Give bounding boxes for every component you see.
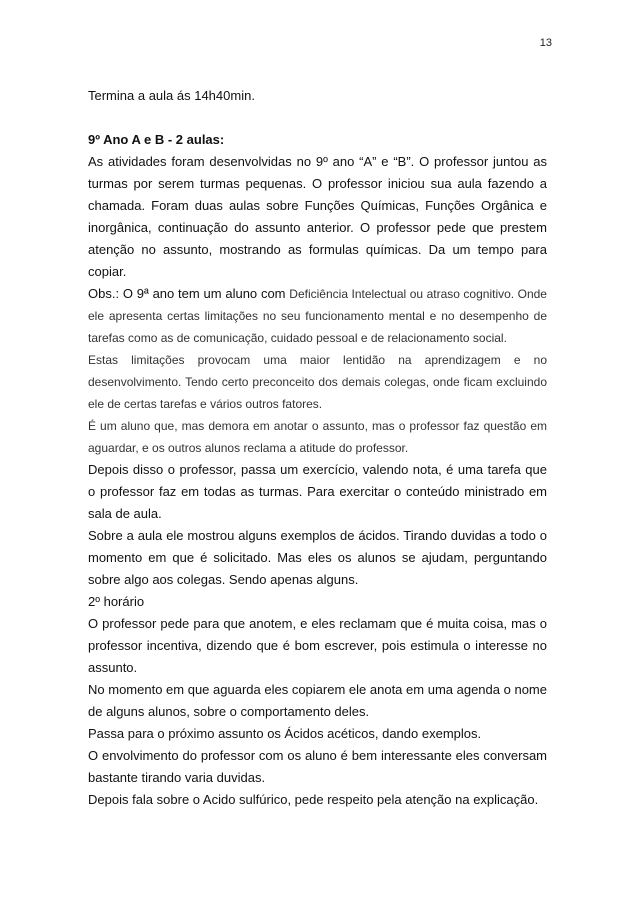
page-number: 13 xyxy=(539,37,552,49)
paragraph-notes: O professor pede para que anotem, e eles reclamam que é muita coisa, mas o professor incentiva, dizendo que é bom escrever, pois estimula o interesse no assunto. xyxy=(88,616,547,675)
observation-rest: Deficiência Intelectual ou atraso cognitivo. Onde ele apresenta certas limitações no seu funcionamento mental e no desempenho de tarefas como as de comunicação, cuidado pessoal e de relacionamento social. xyxy=(88,287,547,345)
paragraph-limitations: Estas limitações provocam uma maior lentidão na aprendizagem e no desenvolvimento. Tendo certo preconceito dos demais colegas, onde ficam excluindo ele de certas tarefas e vários outros fatores. xyxy=(88,353,547,411)
paragraph-acids: Sobre a aula ele mostrou alguns exemplos de ácidos. Tirando duvidas a todo o momento em que é solicitado. Mas eles os alunos se ajudam, perguntando sobre algo aos colegas. Sendo apenas alguns. xyxy=(88,528,547,587)
paragraph-student: É um aluno que, mas demora em anotar o assunto, mas o professor faz questão em aguardar, e os outros alunos reclama a atitude do professor. xyxy=(88,419,547,455)
paragraph-acetic: Passa para o próximo assunto os Ácidos acéticos, dando exemplos. xyxy=(88,726,482,741)
paragraph-sulfuric: Depois fala sobre o Acido sulfúrico, pede respeito pela atenção na explicação. xyxy=(88,792,539,807)
section-heading: 9º Ano A e B - 2 aulas: xyxy=(88,132,225,147)
closing-line: Termina a aula ás 14h40min. xyxy=(88,88,255,103)
paragraph-involvement: O envolvimento do professor com os aluno é bem interessante eles conversam bastante tirando varia duvidas. xyxy=(88,748,547,785)
observation-prefix: Obs.: O 9ª ano tem um aluno com xyxy=(88,286,290,301)
spacer xyxy=(88,107,547,129)
document-body xyxy=(88,85,547,811)
paragraph-exercise: Depois disso o professor, passa um exercício, valendo nota, é uma tarefa que o professor faz em todas as turmas. Para exercitar o conteúdo ministrado em sala de aula. xyxy=(88,462,547,521)
second-period-label: 2º horário xyxy=(88,594,145,609)
paragraph-observation xyxy=(88,283,547,349)
paragraph-agenda: No momento em que aguarda eles copiarem ele anota em uma agenda o nome de alguns alunos, sobre o comportamento deles. xyxy=(88,682,547,719)
paragraph-activities: As atividades foram desenvolvidas no 9º ano “A” e “B”. O professor juntou as turmas por serem turmas pequenas. O professor iniciou sua aula fazendo a chamada. Foram duas aulas sobre Funções Químicas, Funções Orgânica e inorgânica, continuação do assunto anterior. O professor pede que prestem atenção no assunto, mostrando as formulas químicas. Da um tempo para copiar. xyxy=(88,154,547,279)
